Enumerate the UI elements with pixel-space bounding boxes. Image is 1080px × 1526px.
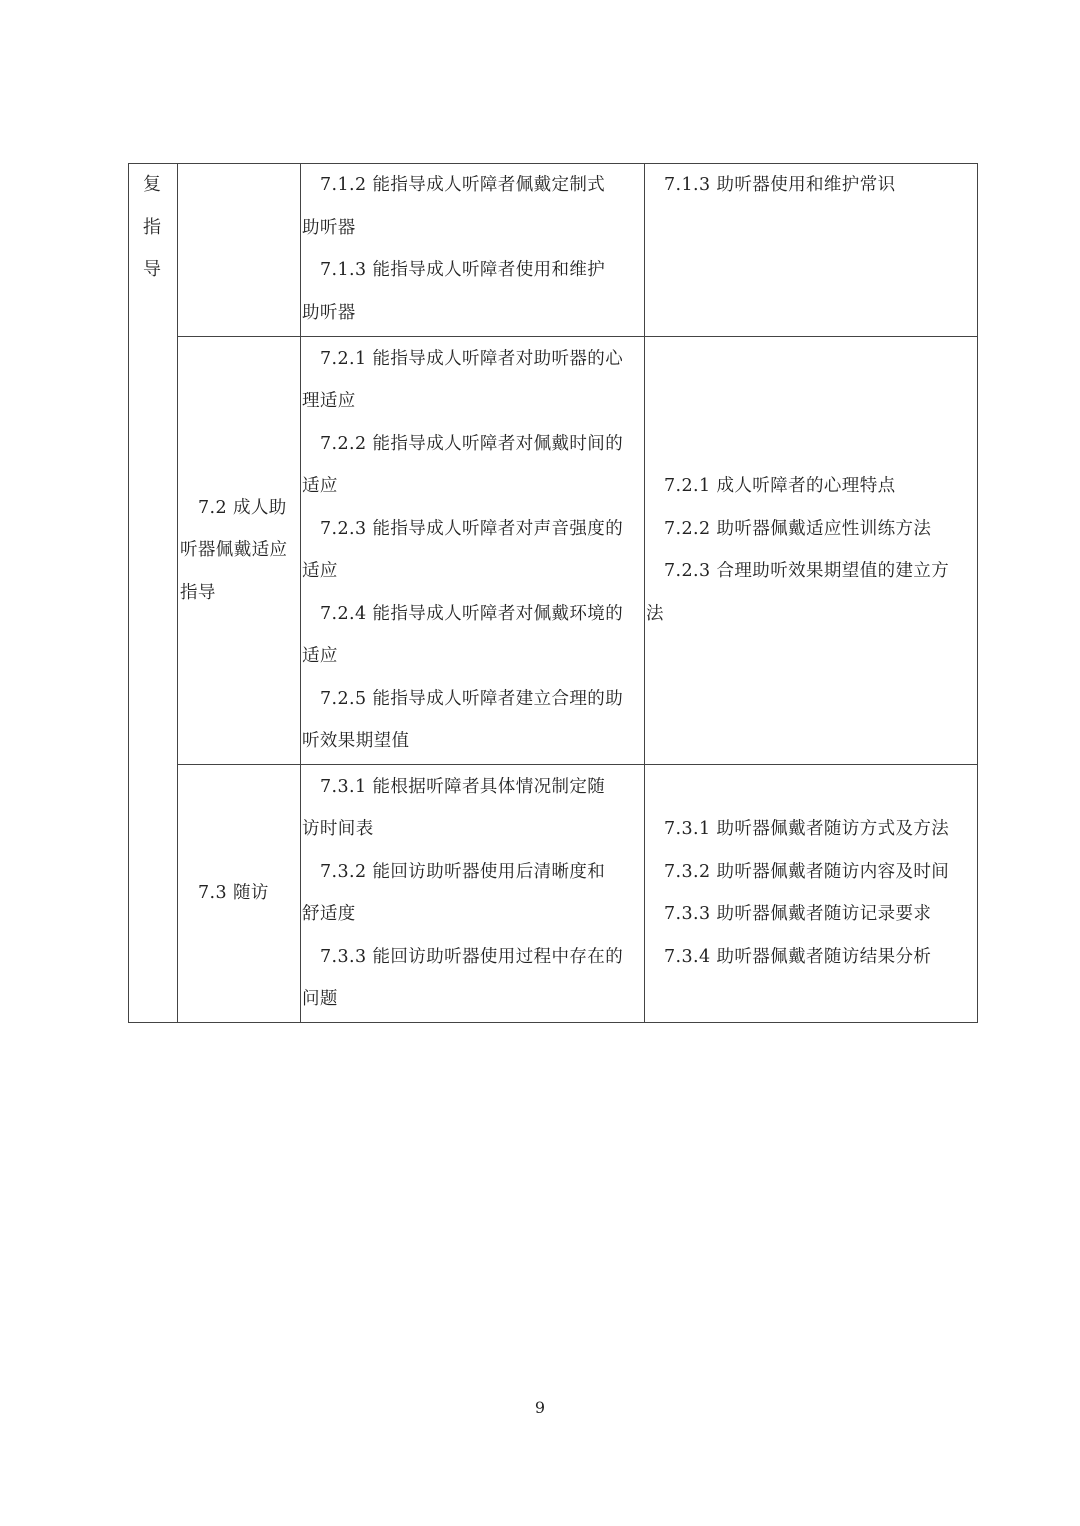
skill-line: 7.1.2 能指导成人听障者佩戴定制式 (320, 175, 606, 195)
category-char: 指 (143, 217, 161, 238)
knowledge-line: 7.3.2 助听器佩戴者随访内容及时间 (664, 862, 950, 882)
skill-line: 7.3.2 能回访助听器使用后清晰度和 (320, 862, 606, 882)
knowledge-line: 7.2.1 成人听障者的心理特点 (664, 476, 896, 496)
skill-line: 7.3.1 能根据听障者具体情况制定随 (320, 777, 606, 797)
unit-label: 指导 (180, 583, 216, 603)
skill-line: 7.2.2 能指导成人听障者对佩戴时间的 (320, 434, 624, 454)
skill-line: 适应 (302, 646, 338, 666)
row-divider (177, 336, 978, 337)
skill-line: 访时间表 (302, 819, 374, 839)
skill-line: 7.2.5 能指导成人听障者建立合理的助 (320, 689, 624, 709)
knowledge-line: 7.3.4 助听器佩戴者随访结果分析 (664, 947, 932, 967)
unit-label: 7.3 随访 (198, 883, 269, 903)
skill-line: 听效果期望值 (302, 731, 410, 751)
category-char: 导 (143, 259, 161, 280)
skill-line: 助听器 (302, 303, 356, 323)
skill-line: 7.3.3 能回访助听器使用过程中存在的 (320, 947, 624, 967)
knowledge-line: 7.2.2 助听器佩戴适应性训练方法 (664, 519, 932, 539)
knowledge-line: 7.1.3 助听器使用和维护常识 (664, 175, 896, 195)
skill-line: 理适应 (302, 391, 356, 411)
skill-line: 7.2.3 能指导成人听障者对声音强度的 (320, 519, 624, 539)
column-divider (300, 163, 301, 1023)
skill-line: 助听器 (302, 218, 356, 238)
knowledge-line: 7.3.3 助听器佩戴者随访记录要求 (664, 904, 932, 924)
knowledge-line: 7.3.1 助听器佩戴者随访方式及方法 (664, 819, 950, 839)
skill-line: 适应 (302, 476, 338, 496)
knowledge-line: 法 (646, 604, 664, 624)
column-divider (644, 163, 645, 1023)
column-divider (177, 163, 178, 1023)
skill-line: 7.2.1 能指导成人听障者对助听器的心 (320, 349, 624, 369)
skill-line: 7.1.3 能指导成人听障者使用和维护 (320, 260, 606, 280)
skill-line: 适应 (302, 561, 338, 581)
skill-line: 舒适度 (302, 904, 356, 924)
row-divider (177, 764, 978, 765)
unit-label: 听器佩戴适应 (180, 540, 288, 560)
skill-line: 7.2.4 能指导成人听障者对佩戴环境的 (320, 604, 624, 624)
skill-line: 问题 (302, 989, 338, 1009)
unit-label: 7.2 成人助 (198, 498, 287, 518)
category-char: 复 (143, 174, 161, 195)
page-number: 9 (534, 1398, 546, 1417)
knowledge-line: 7.2.3 合理助听效果期望值的建立方 (664, 561, 950, 581)
